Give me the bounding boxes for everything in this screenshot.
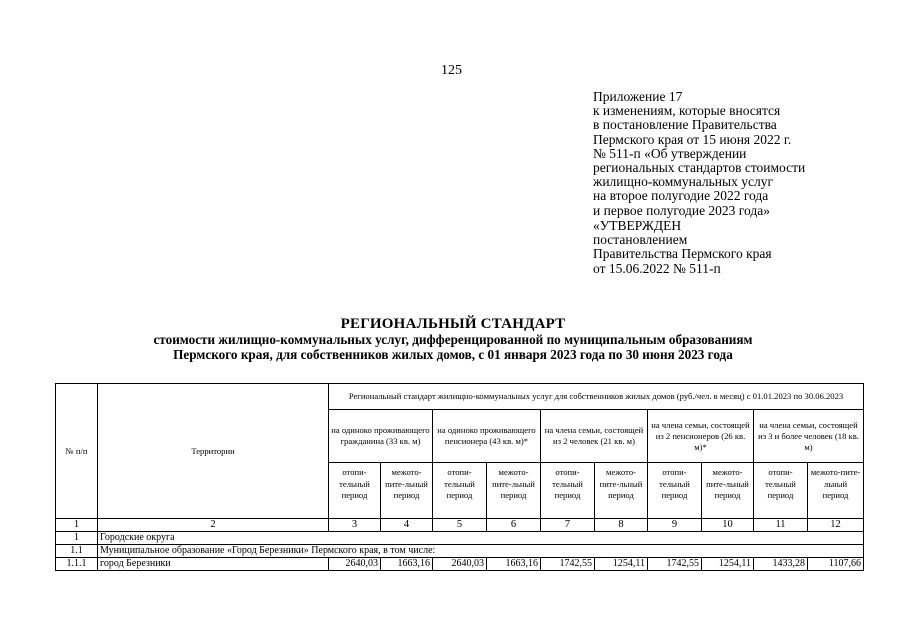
approval-block — [593, 219, 772, 276]
column-number: 4 — [381, 519, 433, 532]
table-cell: 1663,16 — [381, 558, 433, 571]
appendix-block — [593, 90, 805, 218]
column-number: 11 — [754, 519, 808, 532]
table-cell: 1254,11 — [702, 558, 754, 571]
page-number: 125 — [441, 63, 462, 78]
row-number: 1 — [56, 532, 98, 545]
appendix-line: региональных стандартов стоимости — [593, 160, 806, 176]
approval-line: постановлением — [593, 232, 688, 248]
appendix-line: на второе полугодие 2022 года — [593, 188, 769, 204]
table-cell: 1254,11 — [595, 558, 648, 571]
table-cell: 1433,28 — [754, 558, 808, 571]
column-number: 5 — [433, 519, 487, 532]
appendix-line: к изменениям, которые вносятся — [593, 103, 781, 119]
column-number: 8 — [595, 519, 648, 532]
row-territory: Муниципальное образование «Город Березники» Пермского края, в том числе: — [98, 545, 864, 558]
header-period-nonheating: межото-пите-льный период — [595, 463, 648, 519]
header-group: на члена семьи, состоящей из 3 и более человек (18 кв. м) — [754, 410, 864, 463]
column-number: 2 — [98, 519, 329, 532]
subtitle-line: стоимости жилищно-коммунальных услуг, дифференцированной по муниципальным образованиям — [153, 332, 753, 347]
row-number: 1.1 — [56, 545, 98, 558]
table-row — [56, 545, 864, 558]
header-period-heating: отопи-тельный период — [433, 463, 487, 519]
header-period-nonheating: межото-пите-льный период — [487, 463, 541, 519]
subtitle-line: Пермского края, для собственников жилых домов, с 01 января 2023 года по 30 июня 2023 года — [173, 346, 733, 362]
row-territory: город Березники — [98, 558, 329, 571]
header-period-heating: отопи-тельный период — [541, 463, 595, 519]
header-period-nonheating: межото-пите-льный период — [702, 463, 754, 519]
header-no: № п/п — [56, 384, 98, 519]
column-number-row — [56, 519, 864, 532]
appendix-line: № 511-п «Об утверждении — [593, 145, 747, 161]
table-cell: 1107,66 — [808, 558, 864, 571]
approval-line: Правительства Пермского края — [593, 246, 772, 262]
appendix-line: Приложение 17 — [593, 89, 683, 104]
header-group: на члена семьи, состоящей из 2 человек (21 кв. м) — [541, 410, 648, 463]
column-number: 3 — [329, 519, 381, 532]
row-territory: Городские округа — [98, 532, 864, 545]
header-territory: Территории — [98, 384, 329, 519]
header-group: на одиноко проживающего пенсионера (43 кв. м)* — [433, 410, 541, 463]
header-group: на одиноко проживающего гражданина (33 кв. м) — [329, 410, 433, 463]
approval-line: «УТВЕРЖДЕН — [593, 218, 682, 233]
document-subtitle — [0, 333, 906, 362]
header-standard: Региональный стандарт жилищно-коммунальных услуг для собственников жилых домов (руб./чел. в месяц) с 01.01.2023 по 30.06.2023 — [329, 384, 864, 410]
document-title: РЕГИОНАЛЬНЫЙ СТАНДАРТ — [340, 316, 566, 332]
table-cell: 2640,03 — [329, 558, 381, 571]
header-period-nonheating: межото-пите-льный период — [381, 463, 433, 519]
row-number: 1.1.1 — [56, 558, 98, 571]
header-period-heating: отопи-тельный период — [329, 463, 381, 519]
table-cell: 1663,16 — [487, 558, 541, 571]
column-number: 7 — [541, 519, 595, 532]
appendix-line: жилищно-коммунальных услуг — [593, 174, 773, 190]
appendix-line: Пермского края от 15 июня 2022 г. — [593, 131, 792, 147]
column-number: 12 — [808, 519, 864, 532]
approval-line: от 15.06.2022 № 511-п — [593, 260, 721, 276]
table-row — [56, 532, 864, 545]
column-number: 6 — [487, 519, 541, 532]
table-cell: 1742,55 — [648, 558, 702, 571]
table-row — [56, 558, 864, 571]
appendix-line: в постановление Правительства — [593, 117, 777, 133]
header-period-nonheating: межото-пите-льный период — [808, 463, 864, 519]
column-number: 10 — [702, 519, 754, 532]
appendix-line: и первое полугодие 2023 года» — [593, 202, 770, 218]
header-period-heating: отопи-тельный период — [648, 463, 702, 519]
header-period-heating: отопи-тельный период — [754, 463, 808, 519]
table-cell: 2640,03 — [433, 558, 487, 571]
table-cell: 1742,55 — [541, 558, 595, 571]
column-number: 9 — [648, 519, 702, 532]
standards-table — [55, 383, 864, 571]
column-number: 1 — [56, 519, 98, 532]
header-group: на члена семьи, состоящей из 2 пенсионеров (26 кв. м)* — [648, 410, 754, 463]
